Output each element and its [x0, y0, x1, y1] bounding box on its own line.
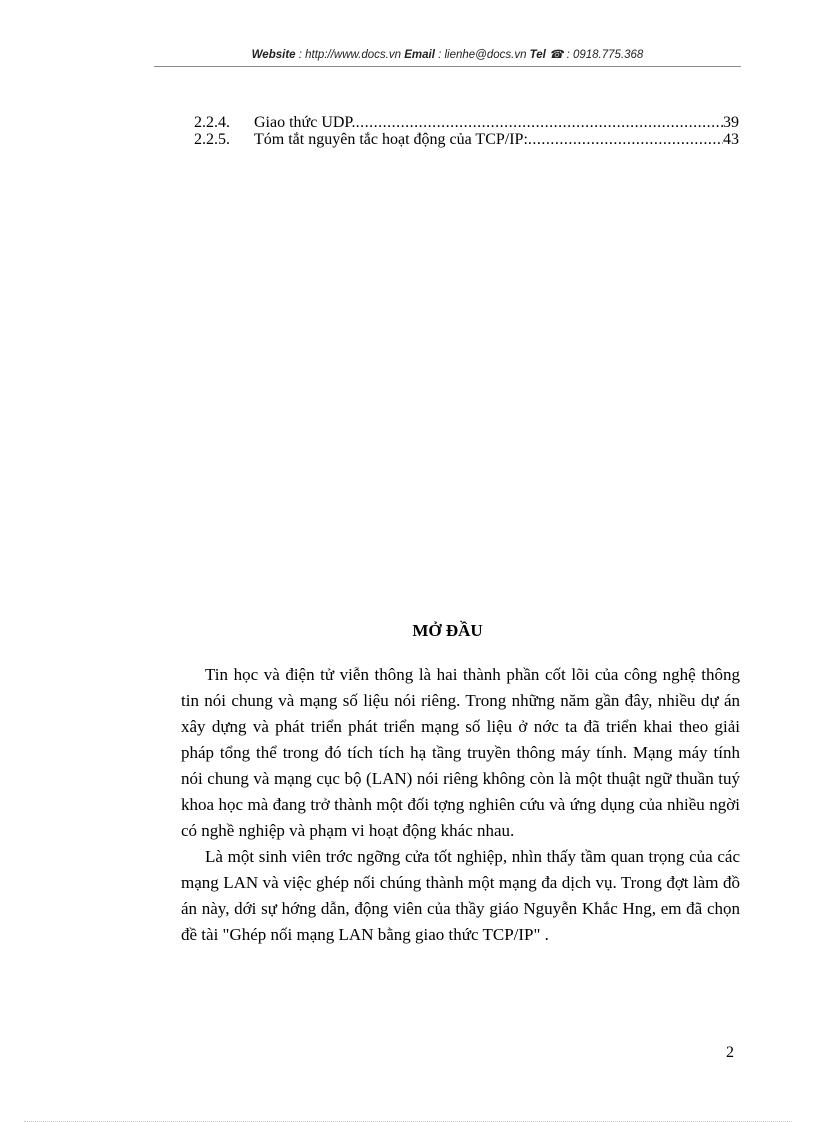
website-url: : http://www.docs.vn	[295, 49, 405, 61]
toc-title: Giao thức UDP.	[254, 114, 356, 131]
email-label: Email	[404, 49, 435, 61]
tel-number: : 0918.775.368	[563, 49, 644, 61]
tel-label: Tel	[529, 49, 550, 61]
section-title: MỞ ĐẦU	[412, 621, 483, 640]
paragraph: Là một sinh viên trớc ngỡng cửa tốt nghiệp, nhìn thấy tầm quan trọng của các mạng LAN và việc ghép nối chúng thành một mạng đa dịch vụ. Trong đợt làm đồ án này, dới sự hớng dẫn, động viên của thầy giáo Nguyễn Khắc Hng, em đã chọn đề tài "Ghép nối mạng LAN bằng giao thức TCP/IP" .	[181, 847, 740, 944]
website-label: Website	[251, 49, 296, 61]
toc-leader	[356, 114, 723, 131]
email-address: : lienhe@docs.vn	[434, 49, 530, 61]
toc-page: 39	[723, 114, 739, 131]
page-header	[154, 47, 741, 61]
page-bottom-divider	[24, 1121, 792, 1122]
paragraph: Tin học và điện tử viễn thông là hai thành phần cốt lõi của công nghệ thông tin nói chung và mạng số liệu nói riêng. Trong những năm gần đây, nhiều dự án xây dựng và phát triển phát triển mạng số liệu ở nớc ta đã triển khai theo giải pháp tổng thể trong đó tích tích hạ tầng truyền thông máy tính. Mạng máy tính nói chung và mạng cục bộ (LAN) nói riêng không còn là một thuật ngữ thuần tuý khoa học mà đang trở thành một đối tợng nghiên cứu và ứng dụng của nhiều ngời có nghề nghiệp và phạm vi hoạt động khác nhau.	[181, 665, 740, 840]
page-number: 2	[726, 1044, 734, 1061]
header-divider	[154, 66, 741, 67]
toc-entry[interactable]	[194, 131, 739, 148]
table-of-contents	[194, 114, 739, 148]
toc-leader	[528, 131, 723, 148]
toc-entry[interactable]	[194, 114, 739, 131]
body-text	[181, 662, 740, 948]
toc-page: 43	[723, 131, 739, 148]
toc-number: 2.2.4.	[194, 114, 230, 131]
phone-icon: ☎	[549, 49, 564, 61]
toc-number: 2.2.5.	[194, 131, 230, 148]
toc-title: Tóm tắt nguyên tắc hoạt động của TCP/IP:	[254, 131, 528, 148]
